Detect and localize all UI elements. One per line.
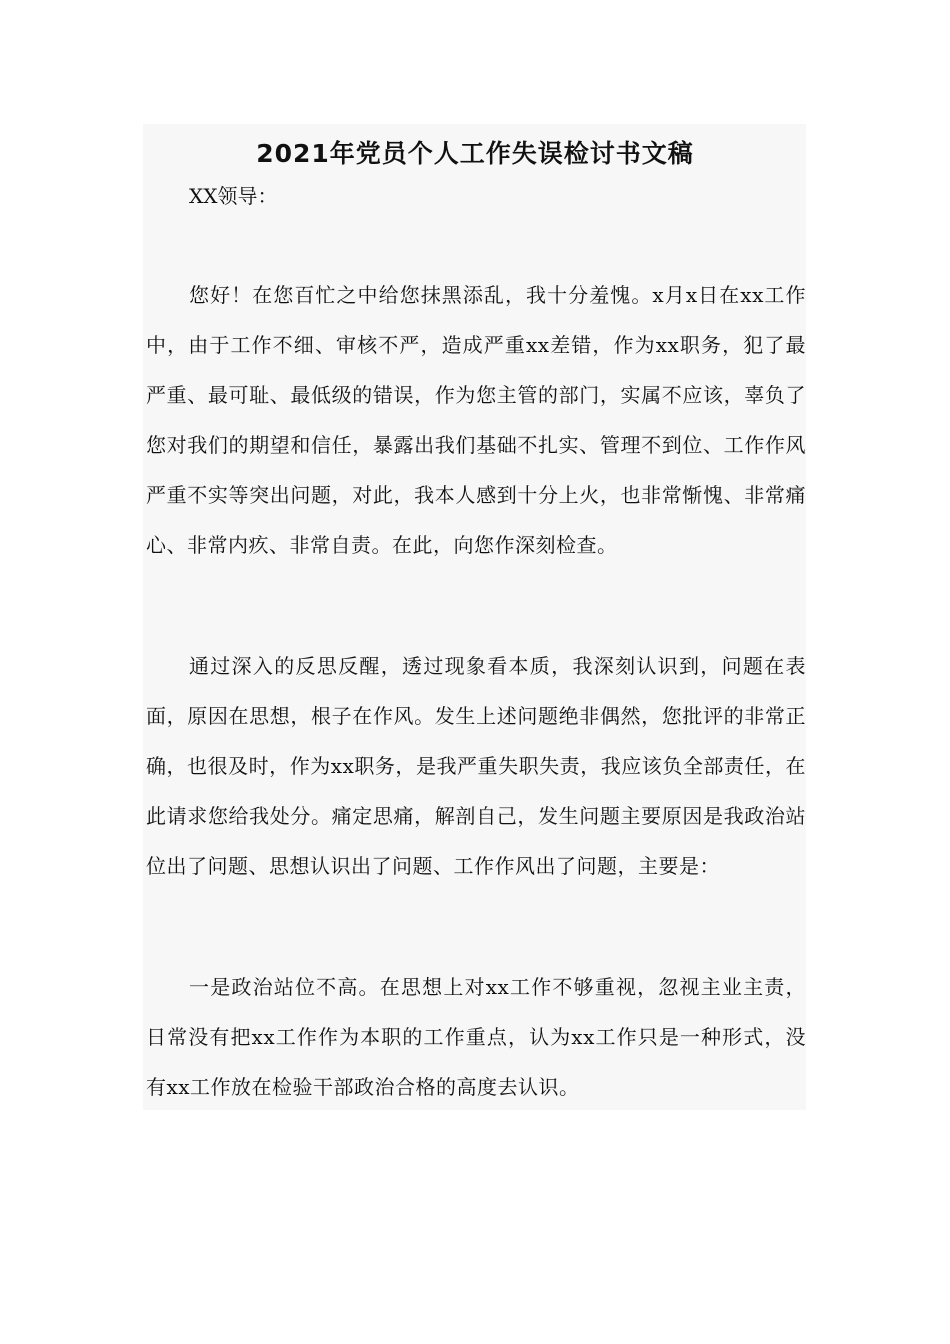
paragraph-point-one: 一是政治站位不高。在思想上对xx工作不够重视，忽视主业主责，日常没有把xx工作作为本职的工作重点，认为xx工作只是一种形式，没有xx工作放在检验干部政治合格的高度去认识。 [146, 975, 806, 1099]
paragraph-greeting: 您好！在您百忙之中给您抹黑添乱，我十分羞愧。x月x日在xx工作中，由于工作不细、审核不严，造成严重xx差错，作为xx职务，犯了最严重、最可耻、最低级的错误，作为您主管的部门，实属不应该，辜负了您对我们的期望和信任，暴露出我们基础不扎实、管理不到位、工作作风严重不实等突出问题，对此，我本人感到十分上火，也非常惭愧、非常痛心、非常内疚、非常自责。在此，向您作深刻检查。 [146, 283, 806, 557]
document-title: 2021年党员个人工作失误检讨书文稿 [256, 139, 694, 168]
paragraph-reflection: 通过深入的反思反醒，透过现象看本质，我深刻认识到，问题在表面，原因在思想，根子在作风。发生上述问题绝非偶然，您批评的非常正确，也很及时，作为xx职务，是我严重失职失责，我应该负全部责任，在此请求您给我处分。痛定思痛，解剖自己，发生问题主要原因是我政治站位出了问题、思想认识出了问题、工作作风出了问题，主要是： [146, 654, 806, 878]
salutation: XX领导： [189, 184, 278, 208]
